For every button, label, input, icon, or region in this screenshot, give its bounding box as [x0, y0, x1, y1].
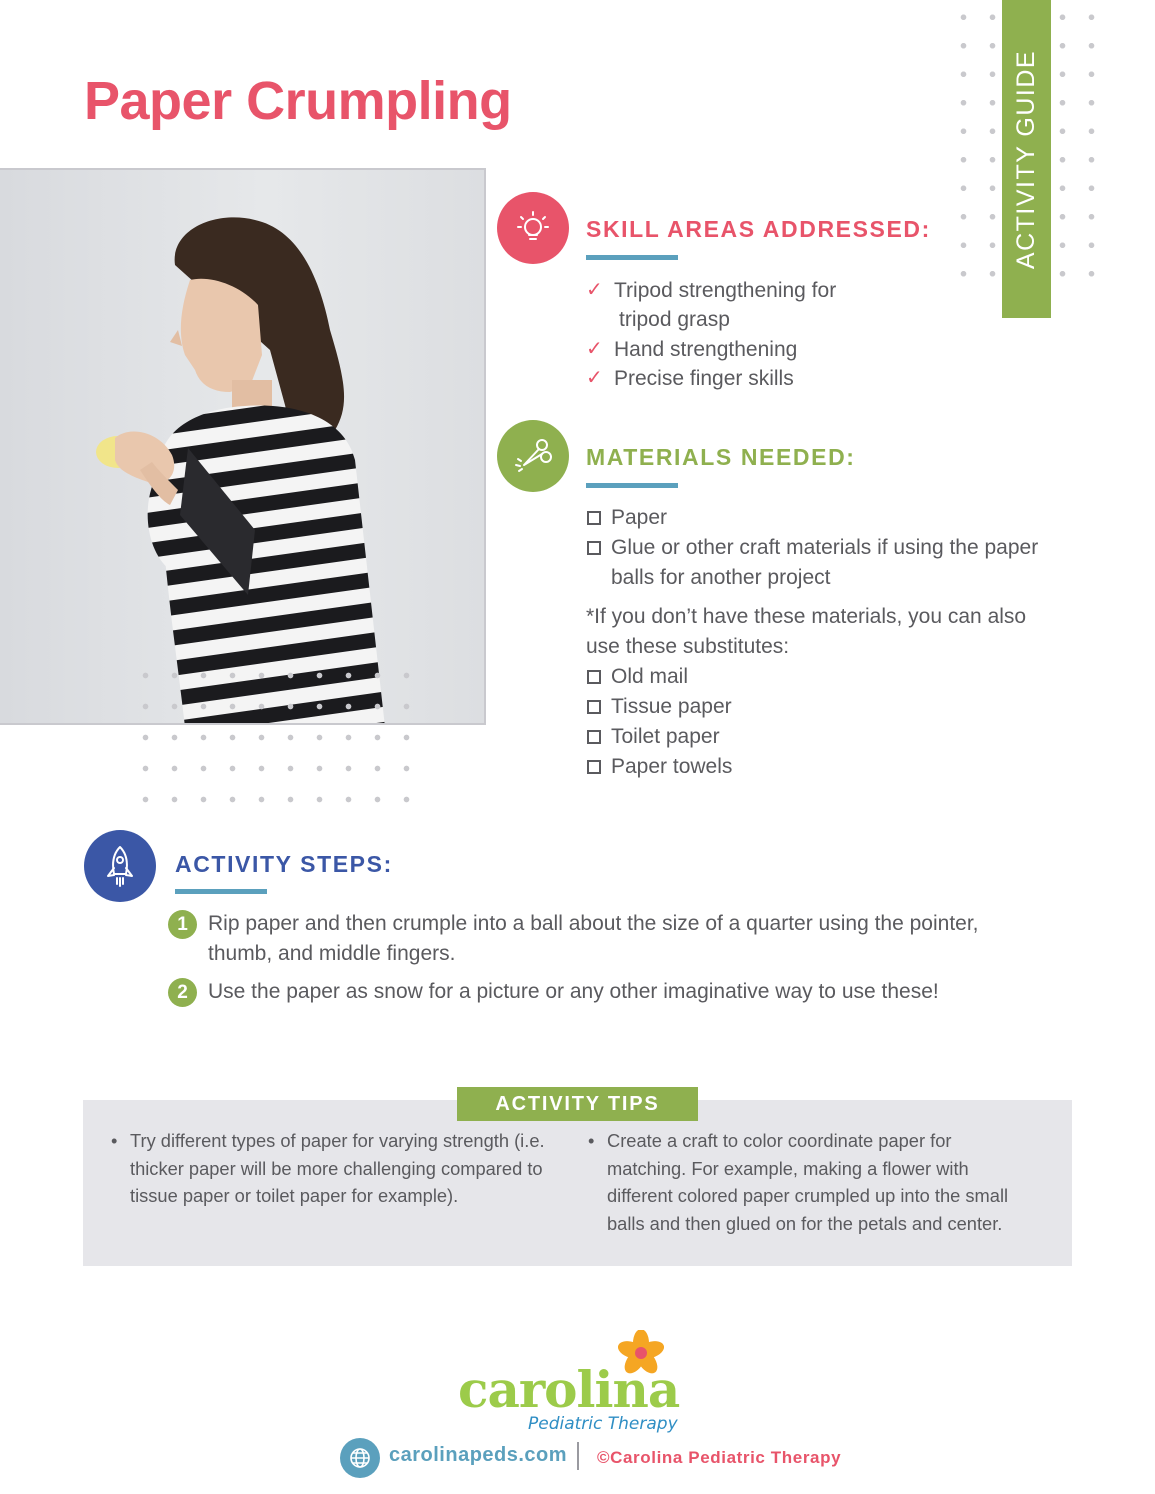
- rocket-icon: [84, 830, 156, 902]
- materials-heading-rule: [586, 483, 678, 488]
- steps-heading-rule: [175, 889, 267, 894]
- list-item: Old mail: [586, 662, 1066, 692]
- child-crumpling-paper-illustration: [0, 170, 486, 725]
- tip-right: • Create a craft to color coordinate paper for matching. For example, making a flower with different colored paper crumpled up into the small balls and then glued on for the petals and center.: [588, 1127, 1058, 1237]
- logo-wordmark: carolina: [458, 1360, 680, 1419]
- checkbox-icon: [587, 700, 601, 714]
- list-item: Tissue paper: [586, 692, 1066, 722]
- activity-guide-tab-label: ACTIVITY GUIDE: [1012, 49, 1040, 269]
- tip-left: • Try different types of paper for varying strength (i.e. thicker paper will be more challenging compared to tissue paper or toilet paper for example).: [111, 1127, 581, 1210]
- step-number-badge: 2: [168, 978, 197, 1007]
- materials-list: [586, 503, 1066, 782]
- list-item: Paper towels: [586, 752, 1066, 782]
- list-item: Paper: [586, 503, 1066, 533]
- dot-pattern-photo-bottom: [131, 660, 421, 812]
- lightbulb-icon: [497, 192, 569, 264]
- checkbox-icon: [587, 541, 601, 555]
- step-1: 1 Rip paper and then crumple into a ball about the size of a quarter using the pointer, thumb, and middle fingers.: [168, 909, 988, 969]
- substitutes-note: *If you don’t have these materials, you can also use these substitutes:: [586, 605, 1027, 658]
- step-number-badge: 1: [168, 910, 197, 939]
- globe-icon: [340, 1438, 380, 1478]
- step-2: 2 Use the paper as snow for a picture or any other imaginative way to use these!: [168, 977, 988, 1007]
- list-item: Glue or other craft materials if using the paper: [586, 533, 1066, 563]
- list-item: ✓ Tripod strengthening for: [586, 276, 966, 305]
- copyright-text: ©Carolina Pediatric Therapy: [597, 1448, 842, 1467]
- materials-heading: MATERIALS NEEDED:: [586, 444, 856, 470]
- list-item: tripod grasp: [619, 308, 730, 332]
- list-item: ✓ Hand strengthening: [586, 335, 966, 364]
- skills-heading: SKILL AREAS ADDRESSED:: [586, 216, 931, 242]
- list-item: Toilet paper: [586, 722, 1066, 752]
- activity-guide-tab-label-wrap: [1002, 0, 1051, 318]
- dot-pattern-top-left: [949, 3, 1007, 288]
- checkbox-icon: [587, 511, 601, 525]
- page-title: Paper Crumpling: [84, 71, 512, 131]
- list-item: ✓ Precise finger skills: [586, 364, 966, 393]
- check-icon: ✓: [586, 279, 603, 301]
- checkbox-icon: [587, 670, 601, 684]
- dot-pattern-top-right: [1048, 3, 1106, 288]
- checkbox-icon: [587, 730, 601, 744]
- check-icon: ✓: [586, 366, 603, 389]
- activity-tips-label: ACTIVITY TIPS: [457, 1087, 698, 1121]
- child-photo: [0, 168, 486, 725]
- bullet: •: [111, 1130, 118, 1151]
- skills-list: [586, 276, 966, 393]
- website-link[interactable]: carolinapeds.com: [389, 1444, 568, 1466]
- steps-heading: ACTIVITY STEPS:: [175, 851, 393, 877]
- check-icon: ✓: [586, 337, 603, 360]
- footer-divider: [577, 1442, 579, 1470]
- scissors-icon: [497, 420, 569, 492]
- bullet: •: [588, 1130, 595, 1151]
- checkbox-icon: [587, 760, 601, 774]
- logo-subtitle: Pediatric Therapy: [528, 1414, 678, 1434]
- list-item-continued: balls for another project: [611, 566, 831, 589]
- skills-heading-rule: [586, 255, 678, 260]
